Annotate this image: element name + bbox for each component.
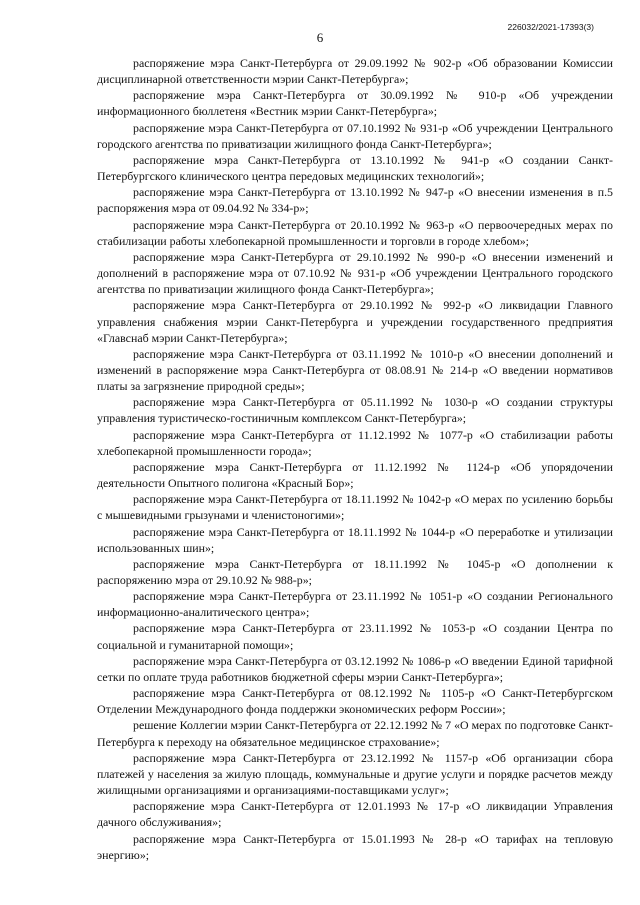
list-item: распоряжение мэра Санкт-Петербурга от 12.01.1993 № 17-р «О ликвидации Управления дачного обслуживания»; — [97, 799, 613, 830]
list-item: распоряжение мэра Санкт-Петербурга от 15.01.1993 № 28-р «О тарифах на тепловую энергию»; — [97, 831, 613, 862]
list-item: распоряжение мэра Санкт-Петербурга от 07.10.1992 № 931-р «Об учреждении Центрального городского агентства по приватизации жилищного фонда Санкт-Петербурга»; — [97, 120, 613, 151]
document-body — [97, 55, 613, 863]
list-item: распоряжение мэра Санкт-Петербурга от 23.12.1992 № 1157-р «Об организации сбора платежей у населения за жилую площадь, коммунальные и другие услуги и порядке расчетов между жилищными организациями и организациями-поставщиками услуг»; — [97, 750, 613, 798]
list-item: распоряжение мэра Санкт-Петербурга от 03.12.1992 № 1086-р «О введении Единой тарифной сетки по оплате труда работников бюджетной сферы мэрии Санкт-Петербурга»; — [97, 653, 613, 684]
list-item: распоряжение мэра Санкт-Петербурга от 23.11.1992 № 1053-р «О создании Центра по социальной и гуманитарной помощи»; — [97, 621, 613, 652]
list-item: распоряжение мэра Санкт-Петербурга от 29.10.1992 № 990-р «О внесении изменений и дополнений в распоряжение мэра от 07.10.92 № 931-р «Об учреждении Центрального городского агентства по приватизации жилищного фонда Санкт-Петербурга»; — [97, 249, 613, 297]
list-item: распоряжение мэра Санкт-Петербурга от 11.12.1992 № 1124-р «Об упорядочении деятельности Опытного полигона «Красный Бор»; — [97, 459, 613, 491]
list-item: распоряжение мэра Санкт-Петербурга от 11.12.1992 № 1077-р «О стабилизации работы хлебопекарной промышленности города»; — [97, 427, 613, 458]
list-item: распоряжение мэра Санкт-Петербурга от 13.10.1992 № 947-р «О внесении изменения в п.5 распоряжения мэра от 09.04.92 № 334-р»; — [97, 185, 613, 216]
list-item: распоряжение мэра Санкт-Петербурга от 05.11.1992 № 1030-р «О создании структуры управления туристическо-гостиничным комплексом Санкт-Петербурга»; — [97, 395, 613, 426]
list-item: распоряжение мэра Санкт-Петербурга от 30.09.1992 № 910-р «Об учреждении информационного бюллетеня «Вестник мэрии Санкт-Петербурга»; — [97, 88, 613, 119]
list-item: распоряжение мэра Санкт-Петербурга от 18.11.1992 № 1045-р «О дополнении к распоряжению мэра от 29.10.92 № 988-р»; — [97, 556, 613, 587]
list-item: распоряжение мэра Санкт-Петербурга от 03.11.1992 № 1010-р «О внесении дополнений и изменений в распоряжение мэра Санкт-Петербурга от 08.08.91 № 214-р «О введении нормативов платы за загрязнение природной среды»; — [97, 346, 613, 394]
list-item: распоряжение мэра Санкт-Петербурга от 29.10.1992 № 992-р «О ликвидации Главного управления снабжения мэрии Санкт-Петербурга и учреждении государственного предприятия «Главснаб мэрии Санкт-Петербурга»; — [97, 298, 613, 345]
list-item: распоряжение мэра Санкт-Петербурга от 18.11.1992 № 1042-р «О мерах по усилению борьбы с мышевидными грызунами и членистоногими»; — [97, 492, 613, 523]
document-code: 226032/2021-17393(3) — [507, 22, 594, 32]
list-item: распоряжение мэра Санкт-Петербурга от 20.10.1992 № 963-р «О первоочередных мерах по стабилизации работы хлебопекарной промышленности и торговли в городе хлебом»; — [97, 217, 613, 248]
list-item: распоряжение мэра Санкт-Петербурга от 29.09.1992 № 902-р «Об образовании Комиссии дисциплинарной ответственности мэрии Санкт-Петербурга»; — [97, 56, 613, 87]
page-number: 6 — [316, 30, 324, 45]
list-item: распоряжение мэра Санкт-Петербурга от 08.12.1992 № 1105-р «О Санкт-Петербургском Отделении Международного фонда поддержки экономических реформ России»; — [97, 686, 613, 717]
list-item: распоряжение мэра Санкт-Петербурга от 18.11.1992 № 1044-р «О переработке и утилизации использованных шин»; — [97, 524, 613, 555]
list-item: решение Коллегии мэрии Санкт-Петербурга от 22.12.1992 № 7 «О мерах по подготовке Санкт-Петербурга к переходу на обязательное медицинское страхование»; — [97, 718, 613, 749]
list-item: распоряжение мэра Санкт-Петербурга от 23.11.1992 № 1051-р «О создании Регионального информационно-аналитического центра»; — [97, 589, 613, 620]
list-item: распоряжение мэра Санкт-Петербурга от 13.10.1992 № 941-р «О создании Санкт-Петербургского клинического центра передовых медицинских технологий»; — [97, 152, 613, 184]
